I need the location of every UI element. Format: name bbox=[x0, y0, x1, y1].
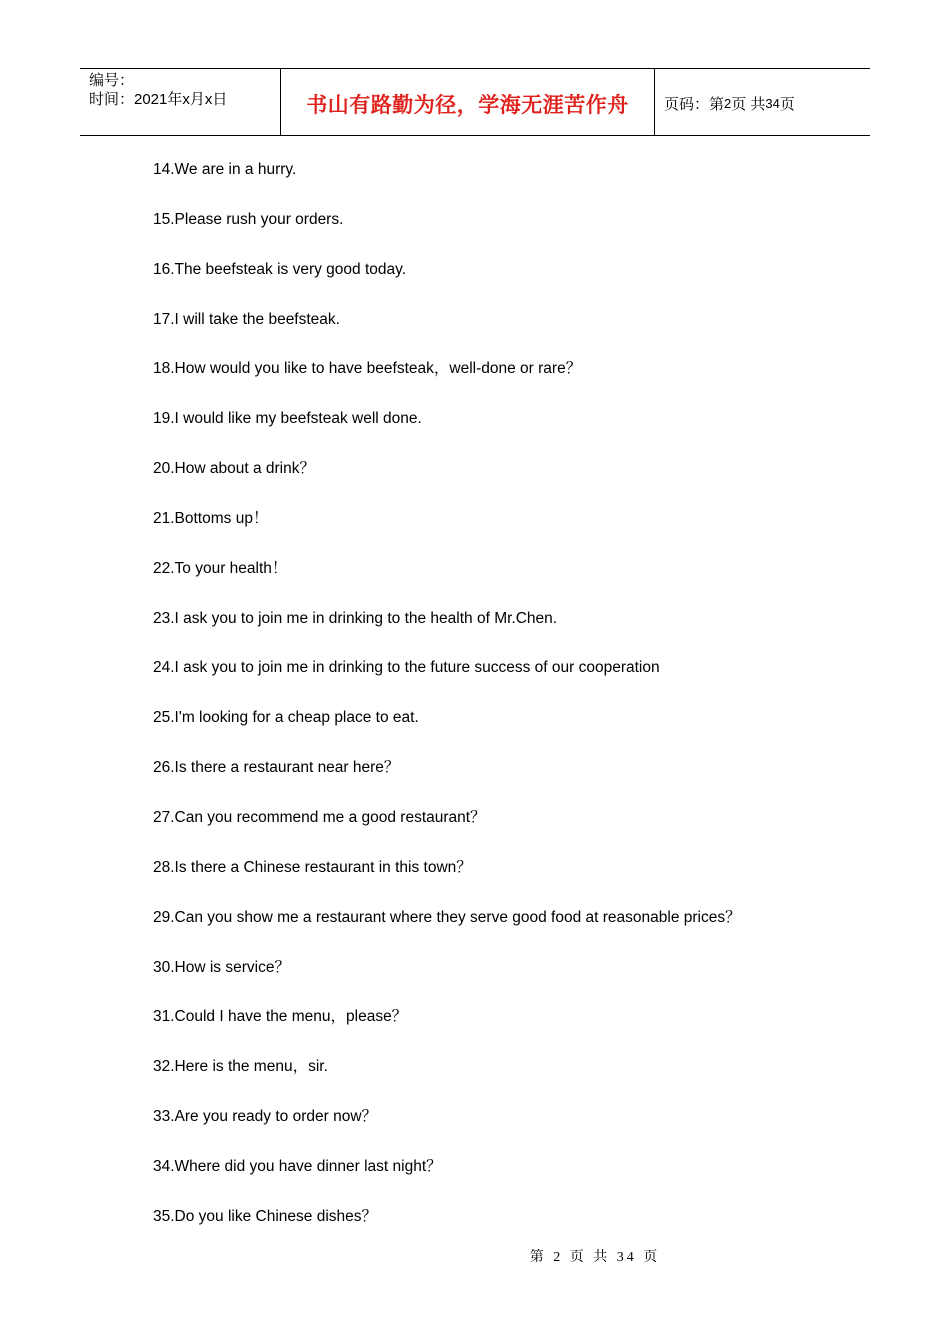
sentence-item: 32.Here is the menu，sir. bbox=[153, 1058, 328, 1076]
sentence-item: 26.Is there a restaurant near here？ bbox=[153, 759, 400, 777]
sentence-item: 30.How is service？ bbox=[153, 958, 290, 976]
sentence-item: 23.I ask you to join me in drinking to the health of Mr.Chen. bbox=[153, 609, 558, 627]
sentence-item: 35.Do you like Chinese dishes？ bbox=[153, 1207, 378, 1225]
date-label: 时间：2021年x月x日 bbox=[89, 91, 228, 108]
sentence-item: 31.Could I have the menu，please？ bbox=[153, 1008, 408, 1026]
page-footer: 第 2 页 共 34 页 bbox=[529, 1250, 661, 1265]
sentence-item: 14.We are in a hurry. bbox=[153, 161, 297, 178]
sentence-item: 19.I would like my beefsteak well done. bbox=[153, 410, 422, 428]
sentence-item: 15.Please rush your orders. bbox=[153, 210, 344, 228]
sentence-item: 28.Is there a Chinese restaurant in this town？ bbox=[153, 858, 472, 876]
header-page-indicator bbox=[655, 69, 870, 135]
header-meta bbox=[80, 69, 281, 135]
page-middle: 页 共 bbox=[731, 95, 766, 113]
sentence-item: 17.I will take the beefsteak. bbox=[153, 310, 340, 328]
sentence-item: 20.How about a drink？ bbox=[153, 460, 315, 478]
sentence-item: 16.The beefsteak is very good today. bbox=[153, 260, 407, 278]
page-total: 34 bbox=[765, 95, 780, 111]
page-prefix: 页码：第 bbox=[664, 95, 725, 113]
sentence-item: 27.Can you recommend me a good restaurant？ bbox=[153, 808, 486, 826]
sentence-item: 25.I'm looking for a cheap place to eat. bbox=[153, 709, 419, 727]
sentence-item: 18.How would you like to have beefsteak，well-done or rare？ bbox=[153, 360, 582, 378]
page-suffix: 页 bbox=[779, 95, 795, 113]
header-motto: 书山有路勤为径，学海无涯苦作舟 bbox=[281, 69, 655, 135]
page-header bbox=[80, 68, 870, 136]
sentence-item: 29.Can you show me a restaurant where they serve good food at reasonable prices？ bbox=[153, 908, 741, 926]
sentence-item: 21.Bottoms up！ bbox=[153, 509, 269, 527]
sentence-item: 33.Are you ready to order now？ bbox=[153, 1108, 378, 1126]
sentence-item: 22.To your health！ bbox=[153, 559, 288, 577]
page-current: 2 bbox=[724, 95, 732, 111]
sentence-list bbox=[153, 159, 853, 1256]
sentence-item: 34.Where did you have dinner last night？ bbox=[153, 1157, 442, 1175]
sentence-item: 24.I ask you to join me in drinking to the future success of our cooperation bbox=[153, 659, 660, 677]
serial-number-label: 编号： bbox=[89, 72, 135, 89]
